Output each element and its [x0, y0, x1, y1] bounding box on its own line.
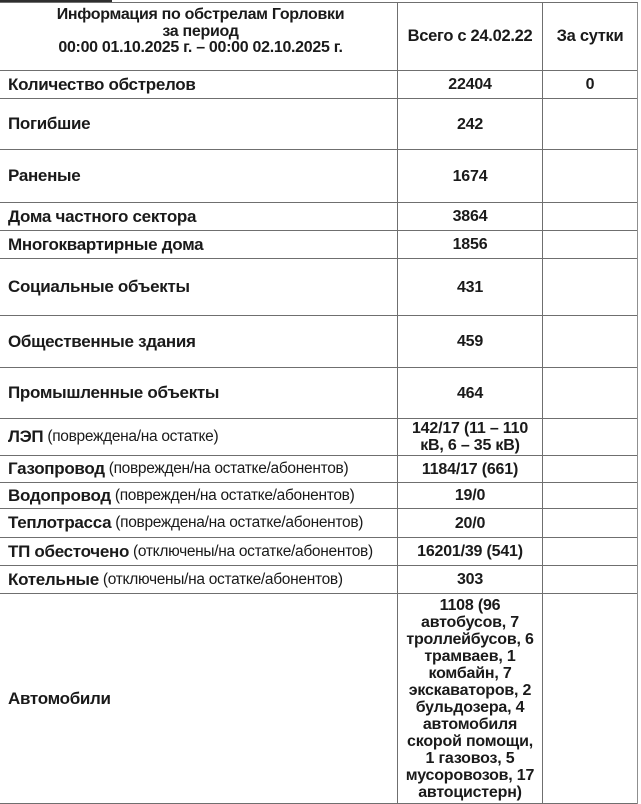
table-row-power-lines	[0, 419, 637, 456]
table-row-transformer-substations	[0, 538, 637, 566]
row-daily-value	[542, 456, 637, 482]
row-daily-value	[542, 368, 637, 418]
row-label-cell	[0, 231, 397, 258]
row-label: Социальные объекты	[8, 277, 190, 296]
row-total-value: 3864	[397, 203, 542, 230]
row-label-cell	[0, 509, 397, 537]
row-total-value: 242	[397, 99, 542, 149]
row-label-cell	[0, 316, 397, 367]
row-note: (повреждена/на остатке)	[47, 428, 219, 445]
row-label: Котельные	[8, 569, 99, 589]
row-total-value: 1674	[397, 150, 542, 202]
header-total-column-label: Всего с 24.02.22	[397, 3, 542, 70]
table-row-industrial-objects	[0, 368, 637, 419]
header-daily-column-label: За сутки	[542, 3, 637, 70]
row-total-value: 459	[397, 316, 542, 367]
row-label-cell	[0, 368, 397, 418]
row-note: (отключены/на остатке/абонентов)	[102, 570, 343, 588]
row-daily-value	[542, 316, 637, 367]
table-row-killed	[0, 99, 637, 150]
row-daily-value	[542, 259, 637, 315]
header-title-line-3: 00:00 01.10.2025 г. – 00:00 02.10.2025 г.	[58, 39, 343, 56]
table-row-vehicles	[0, 594, 637, 804]
row-label: Раненые	[8, 166, 81, 185]
table-row-boiler-houses	[0, 566, 637, 594]
row-label-cell	[0, 483, 397, 508]
row-label-cell	[0, 594, 397, 803]
header-title-cell	[0, 3, 397, 70]
row-total-value: 1184/17 (661)	[397, 456, 542, 482]
row-label-cell	[0, 150, 397, 202]
row-label: Дома частного сектора	[8, 206, 197, 226]
row-label: Автомобили	[8, 688, 111, 708]
row-label-cell	[0, 71, 397, 98]
header-title-line-2: за период	[162, 22, 239, 40]
row-note: (поврежден/на остатке/абонентов)	[114, 486, 355, 504]
table-row-heating-main	[0, 509, 637, 538]
row-label-cell	[0, 538, 397, 565]
row-label: Водопровод	[8, 485, 111, 505]
row-daily-value	[542, 483, 637, 508]
row-daily-value	[542, 566, 637, 593]
table-row-water-pipeline	[0, 483, 637, 509]
row-daily-value	[542, 99, 637, 149]
row-label: Промышленные объекты	[8, 383, 220, 402]
row-total-value: 142/17 (11 – 110 кВ, 6 – 35 кВ)	[397, 419, 542, 455]
row-daily-value	[542, 419, 637, 455]
row-daily-value	[542, 538, 637, 565]
row-total-value: 1108 (96 автобусов, 7 троллейбусов, 6 трамваев, 1 комбайн, 7 экскаваторов, 2 бульдозера, 4 автомобиля скорой помощи, 1 газовоз, 5 мусоровозов, 17 автоцистерн)	[397, 594, 542, 803]
row-label-cell	[0, 566, 397, 593]
row-label: Количество обстрелов	[8, 74, 196, 94]
row-total-value: 303	[397, 566, 542, 593]
row-label: ЛЭП	[8, 427, 44, 446]
row-total-value: 1856	[397, 231, 542, 258]
row-note: (поврежден/на остатке/абонентов)	[108, 460, 349, 477]
row-daily-value	[542, 231, 637, 258]
row-daily-value	[542, 203, 637, 230]
row-label: Теплотрасса	[8, 513, 112, 532]
table-header-row	[0, 3, 637, 71]
row-label: Общественные здания	[8, 331, 196, 351]
table-row-public-buildings	[0, 316, 637, 368]
table-row-private-houses	[0, 203, 637, 231]
header-title-line-1: Информация по обстрелам Горловки	[56, 6, 345, 23]
row-note: (отключены/на остатке/абонентов)	[133, 542, 373, 560]
table-row-wounded	[0, 150, 637, 203]
row-daily-value	[542, 509, 637, 537]
row-label-cell	[0, 203, 397, 230]
table-row-shellings	[0, 71, 637, 99]
row-label: ТП обесточено	[8, 541, 130, 561]
row-label: Погибшие	[8, 114, 91, 133]
row-label-cell	[0, 99, 397, 149]
table-row-apartment-buildings	[0, 231, 637, 259]
row-daily-value	[542, 150, 637, 202]
row-daily-value	[542, 594, 637, 803]
row-daily-value: 0	[542, 71, 637, 98]
row-note: (повреждена/на остатке/абонентов)	[115, 514, 364, 531]
table-row-gas-pipeline	[0, 456, 637, 483]
table-row-social-objects	[0, 259, 637, 316]
row-label-cell	[0, 259, 397, 315]
row-label-cell	[0, 419, 397, 455]
row-total-value: 19/0	[397, 483, 542, 508]
shelling-info-table	[0, 2, 638, 804]
row-total-value: 16201/39 (541)	[397, 538, 542, 565]
row-label: Многоквартирные дома	[8, 234, 204, 254]
row-label-cell	[0, 456, 397, 482]
row-total-value: 464	[397, 368, 542, 418]
row-total-value: 20/0	[397, 509, 542, 537]
row-total-value: 431	[397, 259, 542, 315]
row-label: Газопровод	[8, 459, 105, 478]
row-total-value: 22404	[397, 71, 542, 98]
